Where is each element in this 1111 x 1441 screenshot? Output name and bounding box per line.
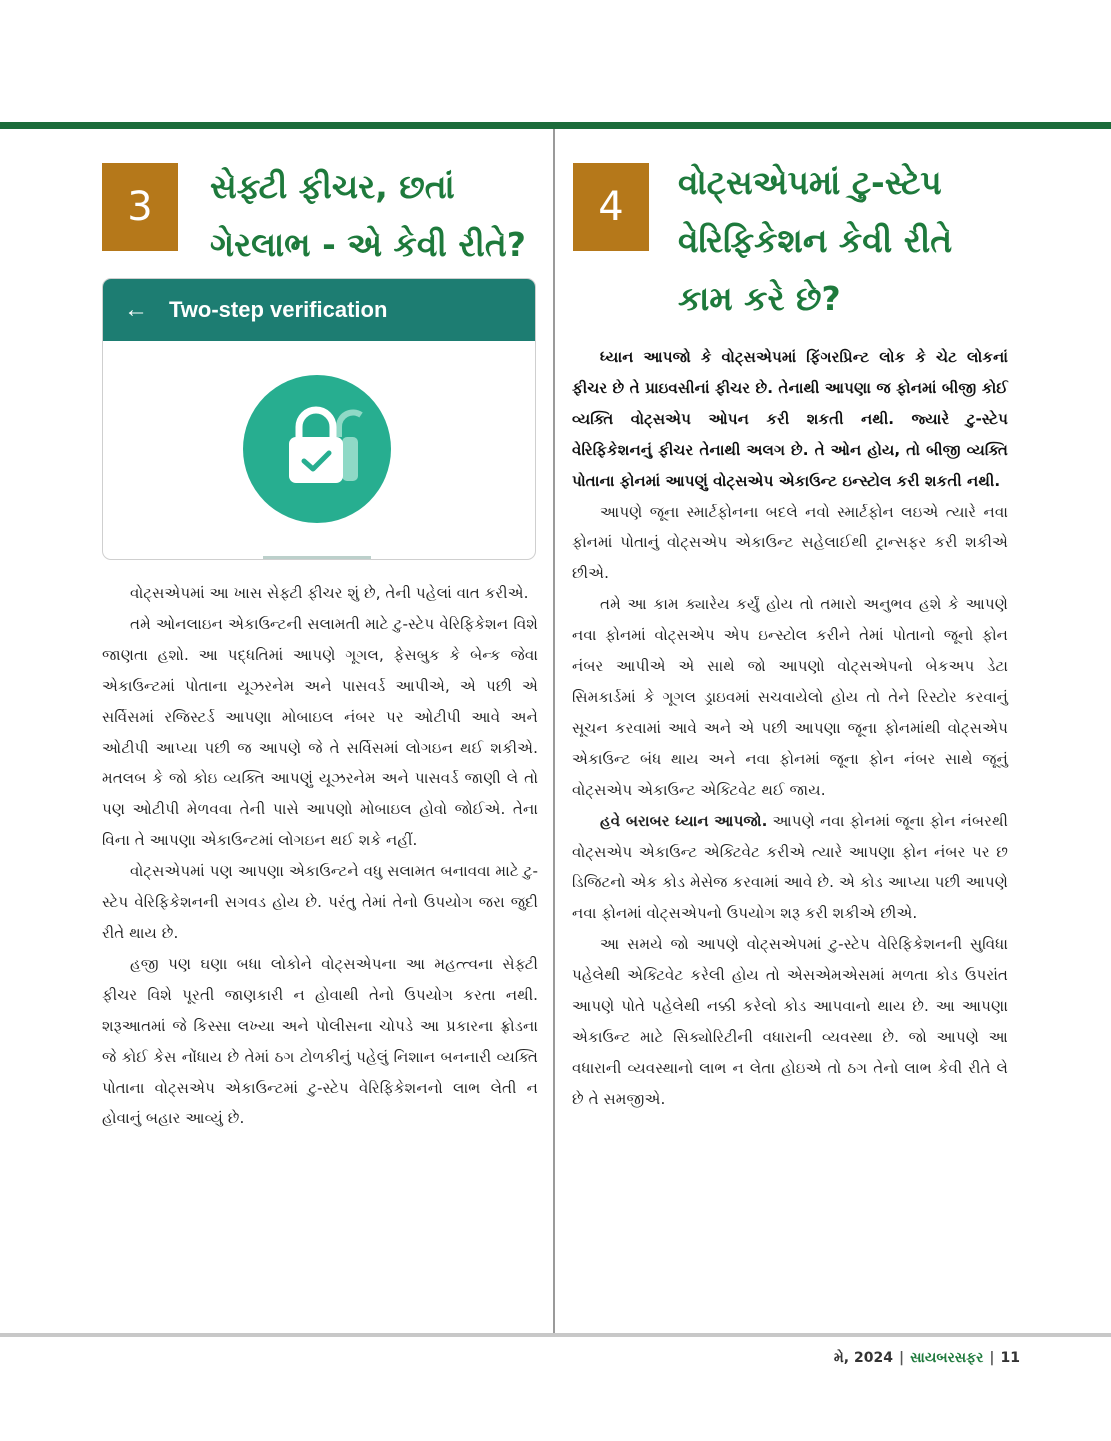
section-4-title-line-3: કામ કરે છે? (678, 279, 841, 318)
emphasis-label: હવે બરાબર ધ્યાન આપજો. (600, 811, 768, 830)
app-bar (103, 279, 535, 341)
lock-check-icon (243, 375, 391, 523)
paragraph: તમે ઓનલાઇન એકાઉન્ટની સલામતી માટે ટુ-સ્ટેપ વેરિફિકેશન વિશે જાણતા હશો. આ પદ્ધતિમાં આપણે ગૂગલ, ફેસબુક કે બેન્ક જેવા એકાઉન્ટમાં પોતાના યૂઝરનેમ અને પાસવર્ડ આપીએ, એ પછી એ સર્વિસમાં રજિસ્ટર્ડ આપણા મોબાઇલ નંબર પર ઓટીપી આવે અને ઓટીપી આપ્યા પછી જ આપણે જે તે સર્વિસમાં લોગઇન થઈ શકીએ. મતલબ કે જો કોઇ વ્યક્તિ આપણું યૂઝરનેમ અને પાસવર્ડ જાણી લે તો પણ ઓટીપી મેળવવા તેની પાસે આપણો મોબાઇલ હોવો જોઈએ. તેના વિના તે આપણા એકાઉન્ટમાં લોગઇન થઈ શકે નહીં. (102, 614, 538, 850)
paragraph: તમે આ કામ ક્યારેય કર્યું હોય તો તમારો અનુભવ હશે કે આપણે નવા ફોનમાં વોટ્સએપ એપ ઇન્સ્ટોલ કરીને તેમાં પોતાનો જૂનો ફોન નંબર આપીએ એ સાથે જો આપણો વોટ્સએપનો બેકઅપ ડેટા સિમકાર્ડમાં કે ગૂગલ ડ્રાઇવમાં સચવાયેલો હોય તો તેને રિસ્ટોર કરવાનું સૂચન કરવામાં આવે અને એ પછી આપણા જૂના ફોનમાંથી વોટ્સએપ એકાઉન્ટ બંધ થાય અને નવા ફોનમાં જૂના ફોન નંબર સાથે જૂનું વોટ્સએપ એકાઉન્ટ એક્ટિવેટ થઈ જાય. (572, 595, 1008, 799)
page-number: 11 (1000, 1350, 1020, 1366)
section-3-body (102, 578, 538, 1134)
section-3-title-line-2: ગેરલાભ - એ કેવી રીતે? (210, 225, 526, 264)
app-bar-title: Two-step verification (169, 297, 388, 322)
page-footer: મે, 2024 | સાયબરસફર | 11 (833, 1350, 1020, 1366)
arrow-left-icon: ← (124, 296, 148, 323)
paragraph: હજી પણ ઘણા બધા લોકોને વોટ્સએપના આ મહત્ત્વના સેફ્ટી ફીચર વિશે પૂરતી જાણકારી ન હોવાથી તેનો ઉપયોગ કરતા નથી. શરૂઆતમાં જે કિસ્સા લખ્યા અને પોલીસના ચોપડે આ પ્રકારના ફ્રોડના જે કોઈ કેસ નોંધાય છે તેમાં ઠગ ટોળકીનું પહેલું નિશાન બનનારી વ્યક્તિ પોતાના વોટ્સએપ એકાઉન્ટમાં ટુ-સ્ટેપ વેરિફિકેશનનો લાભ લેતી ન હોવાનું બહાર આવ્યું છે. (102, 954, 538, 1128)
section-4-number: 4 (573, 163, 649, 251)
column-divider (553, 129, 555, 1334)
bottom-rule (0, 1333, 1111, 1337)
section-4-body (572, 342, 1008, 1115)
paragraph: આપણે જૂના સ્માર્ટફોનના બદલે નવો સ્માર્ટફોન લઇએ ત્યારે નવા ફોનમાં પોતાનું વોટ્સએપ એકાઉન્ટ સહેલાઈથી ટ્રાન્સફર કરી શકીએ છીએ. (572, 502, 1008, 583)
section-3-title-line-1: સેફ્ટી ફીચર, છતાં (210, 167, 455, 206)
section-3-title (210, 158, 540, 274)
issue-date: મે, 2024 (833, 1350, 893, 1366)
paragraph: આ સમયે જો આપણે વોટ્સએપમાં ટુ-સ્ટેપ વેરિફિકેશનની સુવિધા પહેલેથી એક્ટિવેટ કરેલી હોય તો એસએમએસમાં મળતા કોડ ઉપરાંત આપણે પોતે પહેલેથી નક્કી કરેલો કોડ આપવાનો થાય છે. આ આપણા એકાઉન્ટ માટે સિક્યોરિટીની વધારાની વ્યવસ્થા છે. જો આપણે આ વધારાની વ્યવસ્થાનો લાભ ન લેતા હોઇએ તો ઠગ તેનો લાભ કેવી રીતે લે છે તે સમજીએ. (572, 935, 1008, 1108)
section-4-title-line-2: વેરિફિકેશન કેવી રીતે (678, 221, 953, 260)
top-rule (0, 122, 1111, 129)
emphasis-text: આપણે નવા ફોનમાં જૂના ફોન નંબરથી વોટ્સએપ એકાઉન્ટ એક્ટિવેટ કરીએ ત્યારે આપણા ફોન નંબર પર છ ડિજિટનો એક કોડ મેસેજ કરવામાં આવે છે. એ કોડ આપ્યા પછી આપણે નવા ફોનમાં વોટ્સએપનો ઉપયોગ શરૂ કરી શકીએ છીએ. (572, 811, 1008, 923)
screen-edge (263, 556, 371, 559)
two-step-verification-screenshot (102, 278, 536, 560)
paragraph: વોટ્સએપમાં પણ આપણા એકાઉન્ટને વધુ સલામત બનાવવા માટે ટુ-સ્ટેપ વેરિફિકેશનની સગવડ હોય છે. પરંતુ તેમાં તેનો ઉપયોગ જરા જુદી રીતે થાય છે. (102, 862, 538, 942)
paragraph (572, 806, 1008, 930)
lead-paragraph: ધ્યાન આપજો કે વોટ્સએપમાં ફિંગરપ્રિન્ટ લોક કે ચેટ લોકનાં ફીચર છે તે પ્રાઇવસીનાં ફીચર છે. તેનાથી આપણા જ ફોનમાં બીજી કોઈ વ્યક્તિ વોટ્સએપ ઓપન કરી શકતી નથી. જ્યારે ટુ-સ્ટેપ વેરિફિકેશનનું ફીચર તેનાથી અલગ છે. તે ઓન હોય, તો બીજી વ્યક્તિ પોતાના ફોનમાં આપણું વોટ્સએપ એકાઉન્ટ ઇન્સ્ટોલ કરી શકતી નથી. (572, 348, 1008, 490)
section-3-number: 3 (102, 163, 178, 251)
magazine-name: સાયબરસફર (910, 1350, 984, 1366)
section-4-title-line-1: વોટ્સએપમાં ટુ-સ્ટેપ (678, 163, 942, 202)
section-4-title (678, 154, 1008, 328)
paragraph: વોટ્સએપમાં આ ખાસ સેફ્ટી ફીચર શું છે, તેની પહેલાં વાત કરીએ. (130, 584, 529, 602)
